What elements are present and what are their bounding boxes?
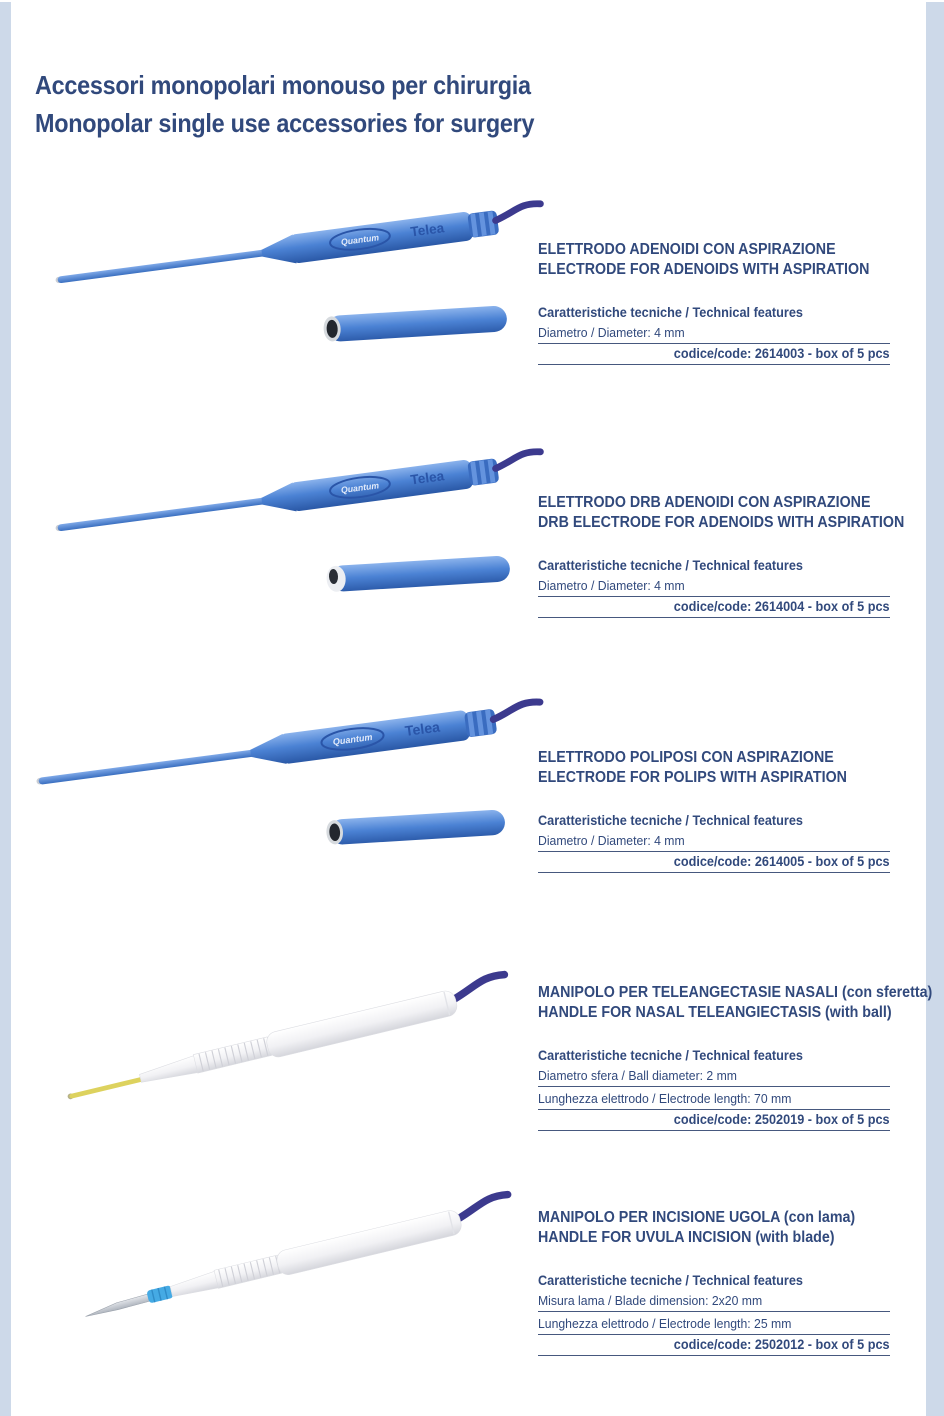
features-heading: Caratteristiche tecniche / Technical features [538, 1273, 803, 1288]
features-heading: Caratteristiche tecniche / Technical features [538, 558, 803, 573]
quantum-logo: Quantum [340, 480, 380, 496]
product-3-title [538, 748, 890, 788]
product-2-title [538, 493, 905, 533]
product-title-italian: ELETTRODO ADENOIDI CON ASPIRAZIONE [538, 241, 836, 258]
product-3-info [538, 748, 890, 873]
left-margin-strip [0, 2, 11, 1416]
product-title-italian: ELETTRODO POLIPOSI CON ASPIRAZIONE [538, 749, 834, 766]
spec-row: Misura lama / Blade dimension: 2x20 mm [538, 1293, 890, 1312]
product-4-info [538, 983, 933, 1131]
right-margin-strip [926, 2, 944, 1416]
spec-row: Lunghezza elettrodo / Electrode length: 70 mm [538, 1091, 890, 1110]
features-heading: Caratteristiche tecniche / Technical features [538, 813, 803, 828]
product-1-photo [40, 190, 545, 308]
product-title-english: HANDLE FOR NASAL TELEANGIECTASIS (with ball) [538, 1004, 892, 1021]
white-handle-blade-photo [58, 1192, 523, 1332]
blue-drb-suction-electrode-handpiece-photo [40, 438, 545, 555]
product-5-photo [58, 1192, 523, 1337]
product-code: codice/code: 2614004 - box of 5 pcs [538, 599, 890, 618]
white-handle-ball-electrode-photo [45, 972, 520, 1115]
product-title-italian: ELETTRODO DRB ADENOIDI CON ASPIRAZIONE [538, 494, 871, 511]
spec-row: Diametro sfera / Ball diameter: 2 mm [538, 1068, 890, 1087]
spec-row: Diametro / Diameter: 4 mm [538, 325, 890, 344]
product-1-info [538, 240, 890, 365]
product-title-english: ELECTRODE FOR ADENOIDS WITH ASPIRATION [538, 261, 870, 278]
product-title-english: HANDLE FOR UVULA INCISION (with blade) [538, 1229, 835, 1246]
quantum-logo: Quantum [332, 731, 373, 748]
product-3-photo [20, 688, 545, 806]
product-code: codice/code: 2614005 - box of 5 pcs [538, 854, 890, 873]
product-2-info [538, 493, 905, 618]
page-title-english: Monopolar single use accessories for surgery [35, 108, 535, 138]
product-1-tube-photo [315, 302, 510, 346]
page-title [35, 66, 590, 142]
telea-logo: Telea [409, 220, 445, 240]
product-5-title [538, 1208, 890, 1248]
blue-polyp-suction-electrode-handpiece-photo [20, 688, 545, 809]
page-title-italian: Accessori monopolari monouso per chirurgia [35, 70, 531, 100]
product-title-italian: MANIPOLO PER TELEANGECTASIE NASALI (con sferetta) [538, 984, 933, 1001]
product-title-english: DRB ELECTRODE FOR ADENOIDS WITH ASPIRATION [538, 514, 905, 531]
product-1-title [538, 240, 890, 280]
product-2-photo [40, 438, 545, 556]
spec-row: Diametro / Diameter: 4 mm [538, 833, 890, 852]
quantum-logo: Quantum [340, 232, 380, 248]
product-4-title [538, 983, 933, 1023]
product-2-tube-photo [318, 552, 513, 596]
product-3-tube-photo [318, 806, 508, 849]
telea-logo: Telea [403, 718, 441, 740]
suction-tube-photo [318, 806, 508, 849]
telea-logo: Telea [409, 468, 445, 488]
product-5-info [538, 1208, 890, 1356]
spec-row: Diametro / Diameter: 4 mm [538, 578, 890, 597]
spec-row: Lunghezza elettrodo / Electrode length: 25 mm [538, 1316, 890, 1335]
product-4-photo [45, 972, 520, 1117]
product-code: codice/code: 2614003 - box of 5 pcs [538, 346, 890, 365]
product-title-english: ELECTRODE FOR POLIPS WITH ASPIRATION [538, 769, 847, 786]
product-code: codice/code: 2502012 - box of 5 pcs [538, 1337, 890, 1356]
blue-suction-electrode-handpiece-photo [40, 190, 545, 307]
product-title-italian: MANIPOLO PER INCISIONE UGOLA (con lama) [538, 1209, 856, 1226]
suction-tube-photo [315, 302, 510, 346]
features-heading: Caratteristiche tecniche / Technical features [538, 305, 803, 320]
beveled-suction-tube-photo [318, 552, 513, 596]
features-heading: Caratteristiche tecniche / Technical features [538, 1048, 803, 1063]
product-code: codice/code: 2502019 - box of 5 pcs [538, 1112, 890, 1131]
